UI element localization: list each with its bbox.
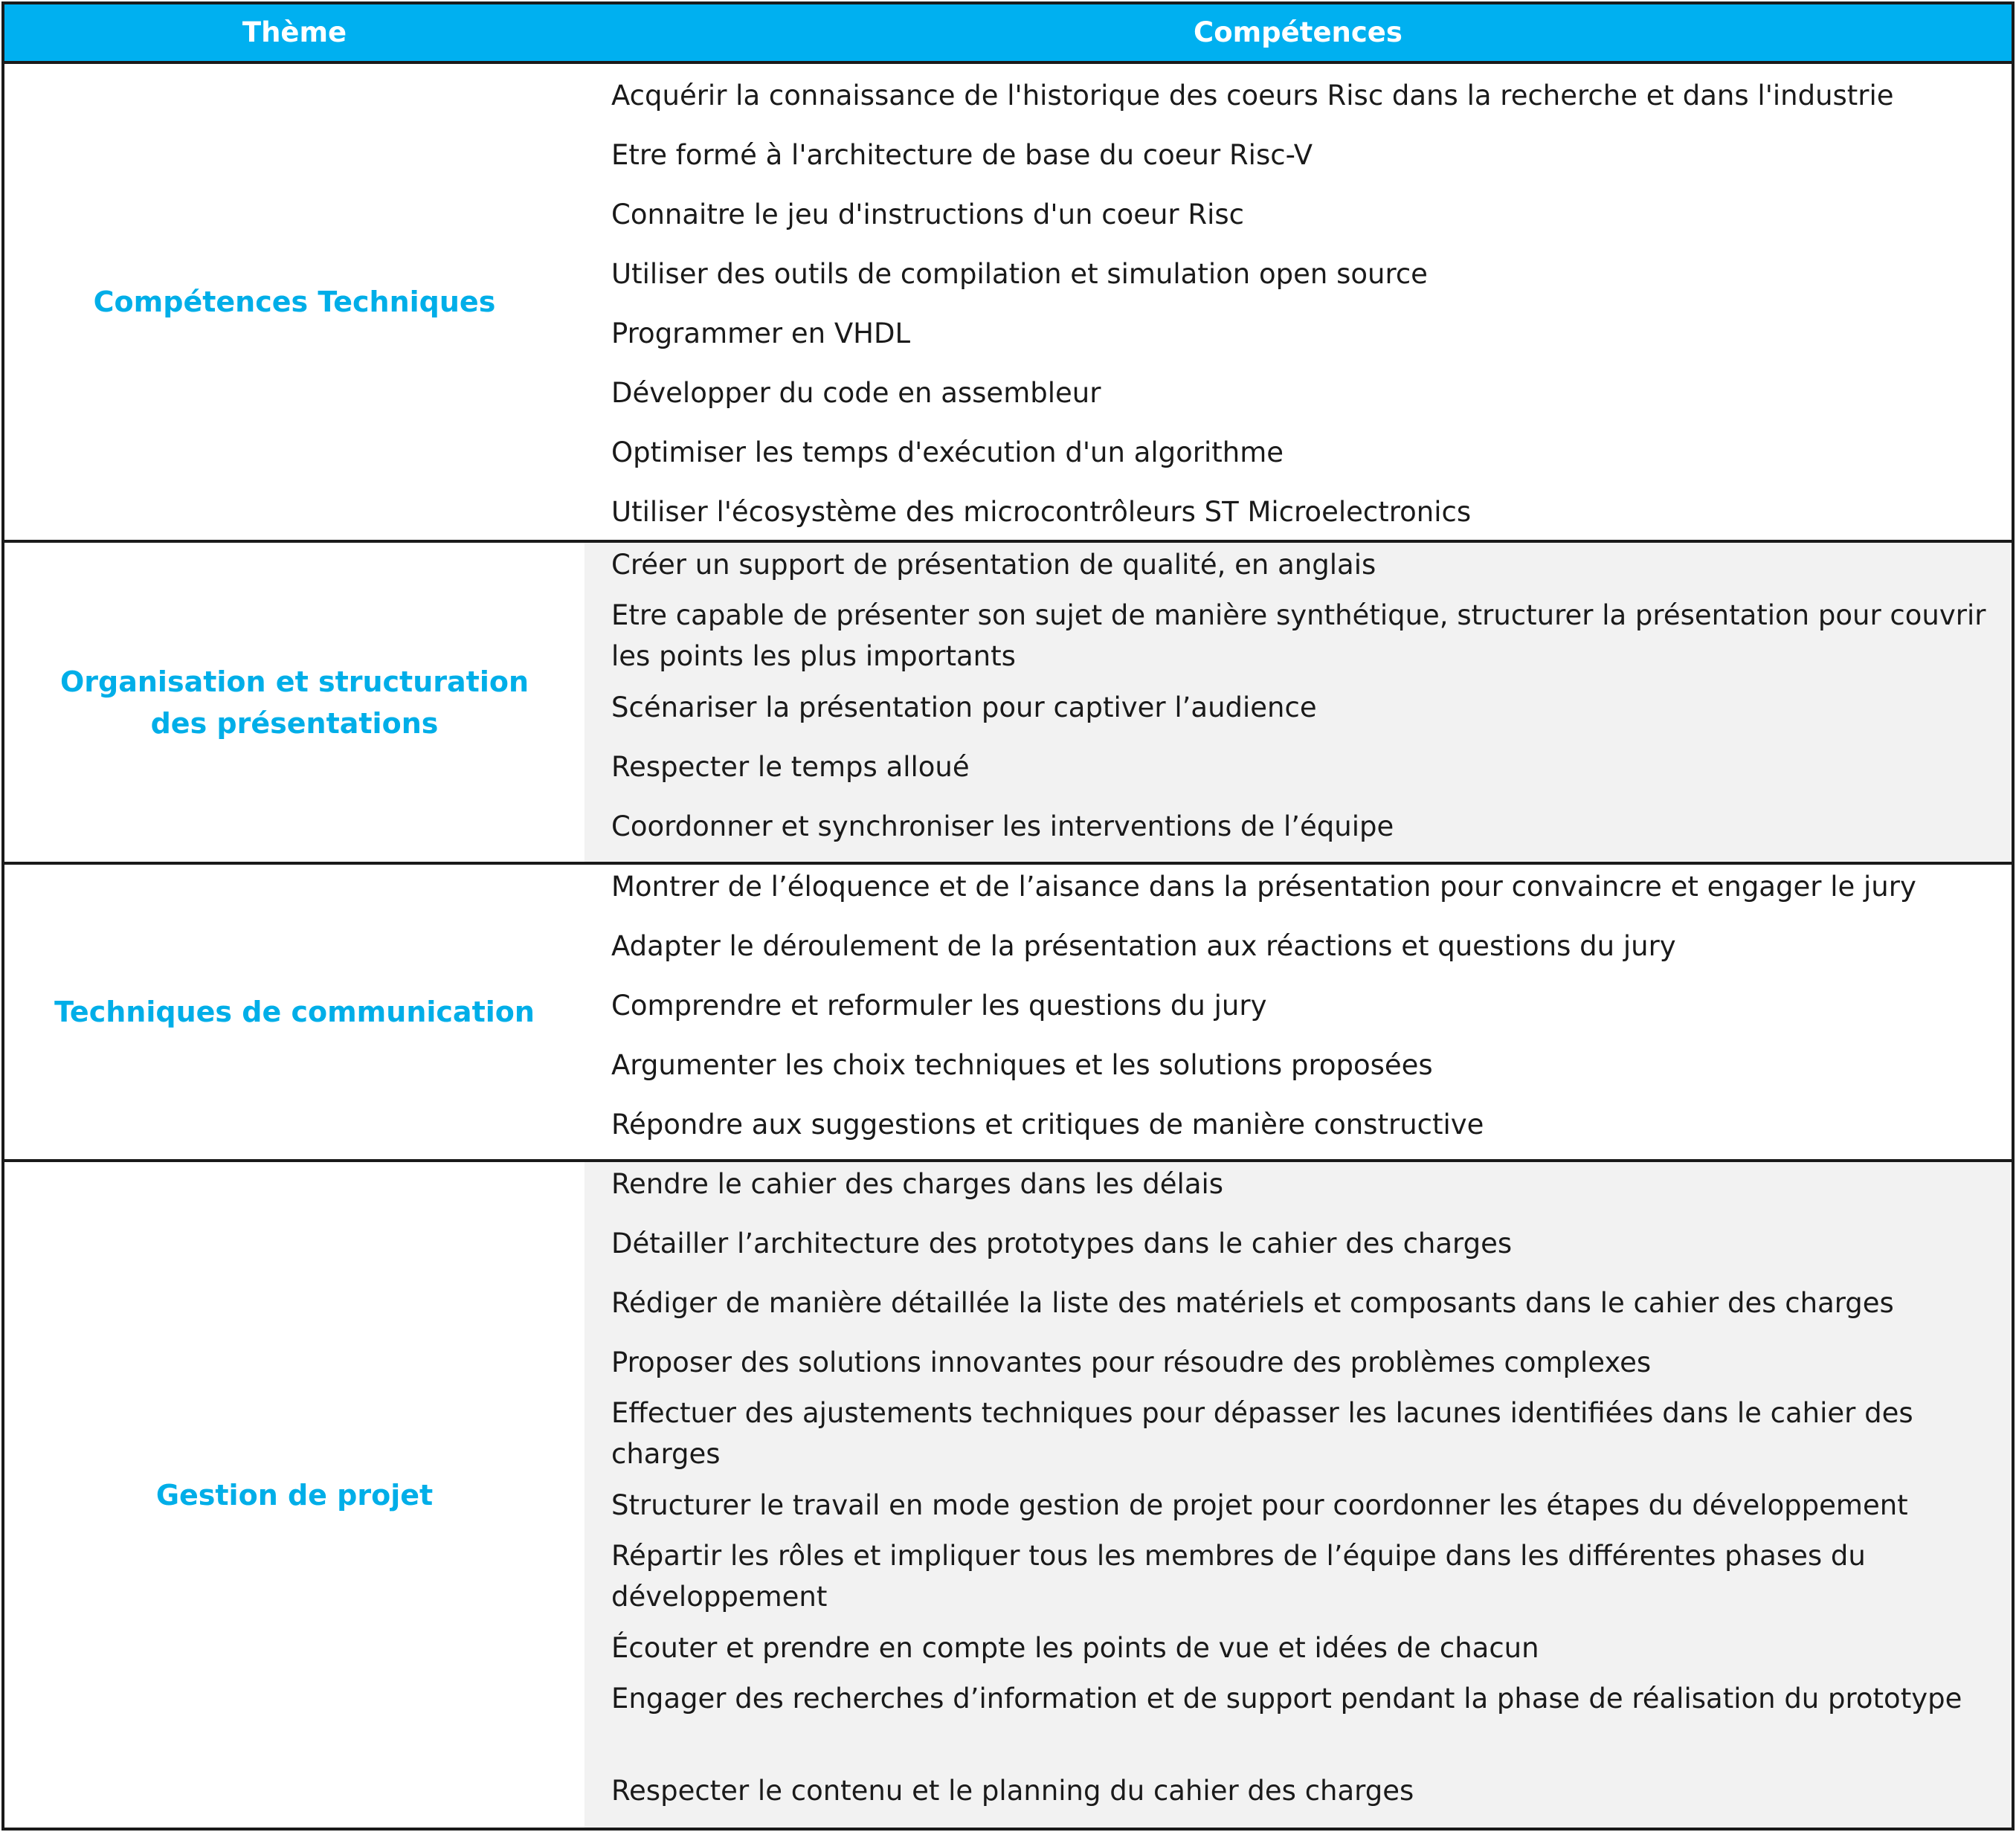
group-organisation-presentations <box>4 540 2012 862</box>
list-item: Rédiger de manière détaillée la liste des matériels et composants dans le cahier des charges <box>611 1287 1894 1319</box>
theme-label: Organisation et structuration des présentations <box>59 665 529 740</box>
items-cell <box>584 543 2012 862</box>
theme-label: Compétences Techniques <box>93 286 496 318</box>
list-item: Argumenter les choix techniques et les solutions proposées <box>611 1049 1433 1081</box>
items-cell <box>584 1162 2012 1828</box>
list-item: Utiliser l'écosystème des microcontrôleurs ST Microelectronics <box>611 496 1472 528</box>
list-item: Répondre aux suggestions et critiques de manière constructive <box>611 1109 1484 1141</box>
list-item: Développer du code en assembleur <box>611 377 1101 409</box>
list-item: Scénariser la présentation pour captiver l’audience <box>611 691 1317 723</box>
header-competences: Compétences <box>1194 16 1402 48</box>
competences-table <box>1 1 2015 1831</box>
theme-label: Techniques de communication <box>54 996 535 1028</box>
list-item: Acquérir la connaissance de l'historique des coeurs Risc dans la recherche et dans l'industrie <box>611 80 1894 112</box>
list-item: Programmer en VHDL <box>611 317 911 349</box>
list-item: Coordonner et synchroniser les interventions de l’équipe <box>611 810 1394 842</box>
theme-cell <box>4 543 584 862</box>
list-item: Engager des recherches d’information et de support pendant la phase de réalisation du prototype <box>611 1683 1962 1715</box>
list-item: Connaitre le jeu d'instructions d'un coeur Risc <box>611 199 1244 230</box>
theme-cell <box>4 64 584 540</box>
list-item: Répartir les rôles et impliquer tous les membres de l’équipe dans les différentes phases du développement <box>611 1540 1866 1613</box>
list-item: Effectuer des ajustements techniques pour dépasser les lacunes identifiées dans le cahier des charges <box>611 1397 1913 1470</box>
list-item: Montrer de l’éloquence et de l’aisance dans la présentation pour convaincre et engager le jury <box>611 871 1916 903</box>
header-theme: Thème <box>242 16 347 48</box>
theme-cell <box>4 1162 584 1828</box>
list-item: Écouter et prendre en compte les points de vue et idées de chacun <box>611 1632 1539 1664</box>
items-cell <box>584 865 2012 1159</box>
group-gestion-projet <box>4 1159 2012 1828</box>
theme-cell <box>4 865 584 1159</box>
list-item: Adapter le déroulement de la présentation aux réactions et questions du jury <box>611 930 1676 962</box>
group-techniques-communication <box>4 862 2012 1159</box>
list-item: Structurer le travail en mode gestion de projet pour coordonner les étapes du développement <box>611 1489 1908 1521</box>
list-item: Rendre le cahier des charges dans les délais <box>611 1168 1224 1200</box>
group-competences-techniques <box>4 64 2012 540</box>
list-item: Respecter le contenu et le planning du cahier des charges <box>611 1775 1414 1807</box>
theme-label: Gestion de projet <box>155 1478 434 1512</box>
list-item: Détailler l’architecture des prototypes dans le cahier des charges <box>611 1228 1513 1260</box>
list-item: Respecter le temps alloué <box>611 751 970 783</box>
list-item: Etre capable de présenter son sujet de manière synthétique, structurer la présentation pour couvrir les points les plus importants <box>611 599 1986 672</box>
list-item: Etre formé à l'architecture de base du coeur Risc-V <box>611 139 1313 171</box>
table-header <box>4 4 2012 64</box>
list-item: Utiliser des outils de compilation et simulation open source <box>611 258 1428 290</box>
items-cell <box>584 64 2012 540</box>
list-item: Créer un support de présentation de qualité, en anglais <box>611 549 1376 581</box>
list-item: Comprendre et reformuler les questions du jury <box>611 990 1267 1022</box>
list-item: Proposer des solutions innovantes pour résoudre des problèmes complexes <box>611 1346 1652 1378</box>
list-item: Optimiser les temps d'exécution d'un algorithme <box>611 436 1284 468</box>
